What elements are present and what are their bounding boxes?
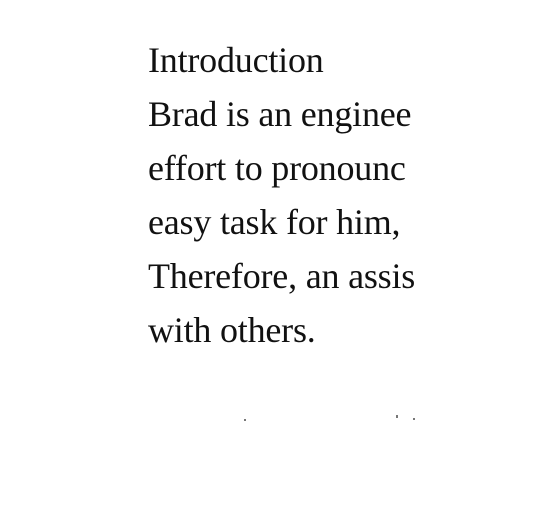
document-text-region	[148, 38, 441, 358]
speck	[413, 418, 415, 420]
body-line-4: Therefore, an assis	[148, 256, 416, 296]
speck	[396, 415, 398, 418]
body-line-1: Brad is an enginee	[148, 94, 412, 134]
body-line-5: with others.	[148, 310, 316, 350]
section-heading: Introduction	[148, 40, 324, 80]
body-line-2: effort to pronounc	[148, 148, 406, 188]
speck	[244, 419, 246, 421]
body-line-3: easy task for him,	[148, 202, 401, 242]
